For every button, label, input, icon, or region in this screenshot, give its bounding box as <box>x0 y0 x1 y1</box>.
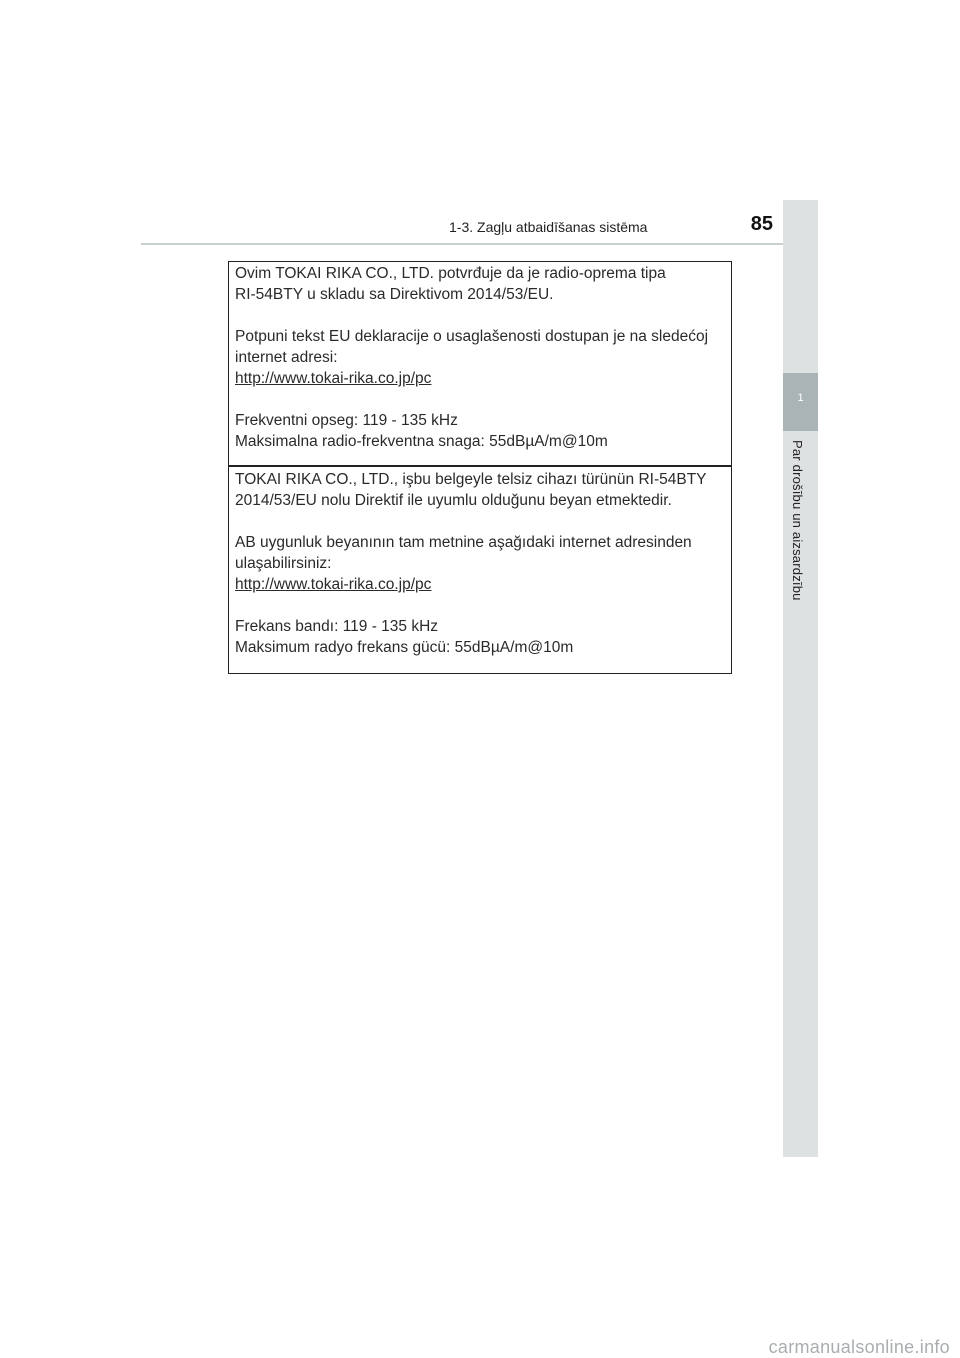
declaration-line: ulaşabilirsiniz: <box>235 555 332 572</box>
declaration-line: TOKAI RIKA CO., LTD., işbu belgeyle telsiz cihazı türünün RI-54BTY <box>235 471 707 488</box>
chapter-side-tab <box>783 200 818 1157</box>
declaration-serbian <box>229 263 731 452</box>
declaration-line: RI-54BTY u skladu sa Direktivom 2014/53/EU. <box>235 286 554 303</box>
section-divider <box>229 465 731 467</box>
footer-watermark: carmanualsonline.info <box>768 1337 950 1357</box>
section-title: 1-3. Zagļu atbaidīšanas sistēma <box>449 219 648 235</box>
declaration-line: AB uygunluk beyanının tam metnine aşağıdaki internet adresinden <box>235 534 692 551</box>
chapter-number: 1 <box>797 392 804 404</box>
max-power: Maksimum radyo frekans gücü: 55dBµA/m@10m <box>235 639 574 656</box>
header-divider <box>141 243 818 245</box>
max-power: Maksimalna radio-frekventna snaga: 55dBµA/m@10m <box>235 433 608 450</box>
chapter-title: Par drošību un aizsardzību <box>790 440 805 601</box>
declaration-line: Ovim TOKAI RIKA CO., LTD. potvrđuje da je radio-oprema tipa <box>235 265 666 282</box>
declaration-box <box>228 261 732 674</box>
frequency-band: Frekventni opseg: 119 - 135 kHz <box>235 412 458 429</box>
declaration-turkish <box>229 469 731 658</box>
declaration-link[interactable]: http://www.tokai-rika.co.jp/pc <box>235 576 432 593</box>
declaration-line: Potpuni tekst EU deklaracije o usaglašenosti dostupan je na sledećoj <box>235 328 709 345</box>
frequency-band: Frekans bandı: 119 - 135 kHz <box>235 618 439 635</box>
declaration-line: internet adresi: <box>235 349 338 366</box>
declaration-link[interactable]: http://www.tokai-rika.co.jp/pc <box>235 370 432 387</box>
declaration-line: 2014/53/EU nolu Direktif ile uyumlu olduğunu beyan etmektedir. <box>235 492 672 509</box>
page-number: 85 <box>750 213 773 235</box>
